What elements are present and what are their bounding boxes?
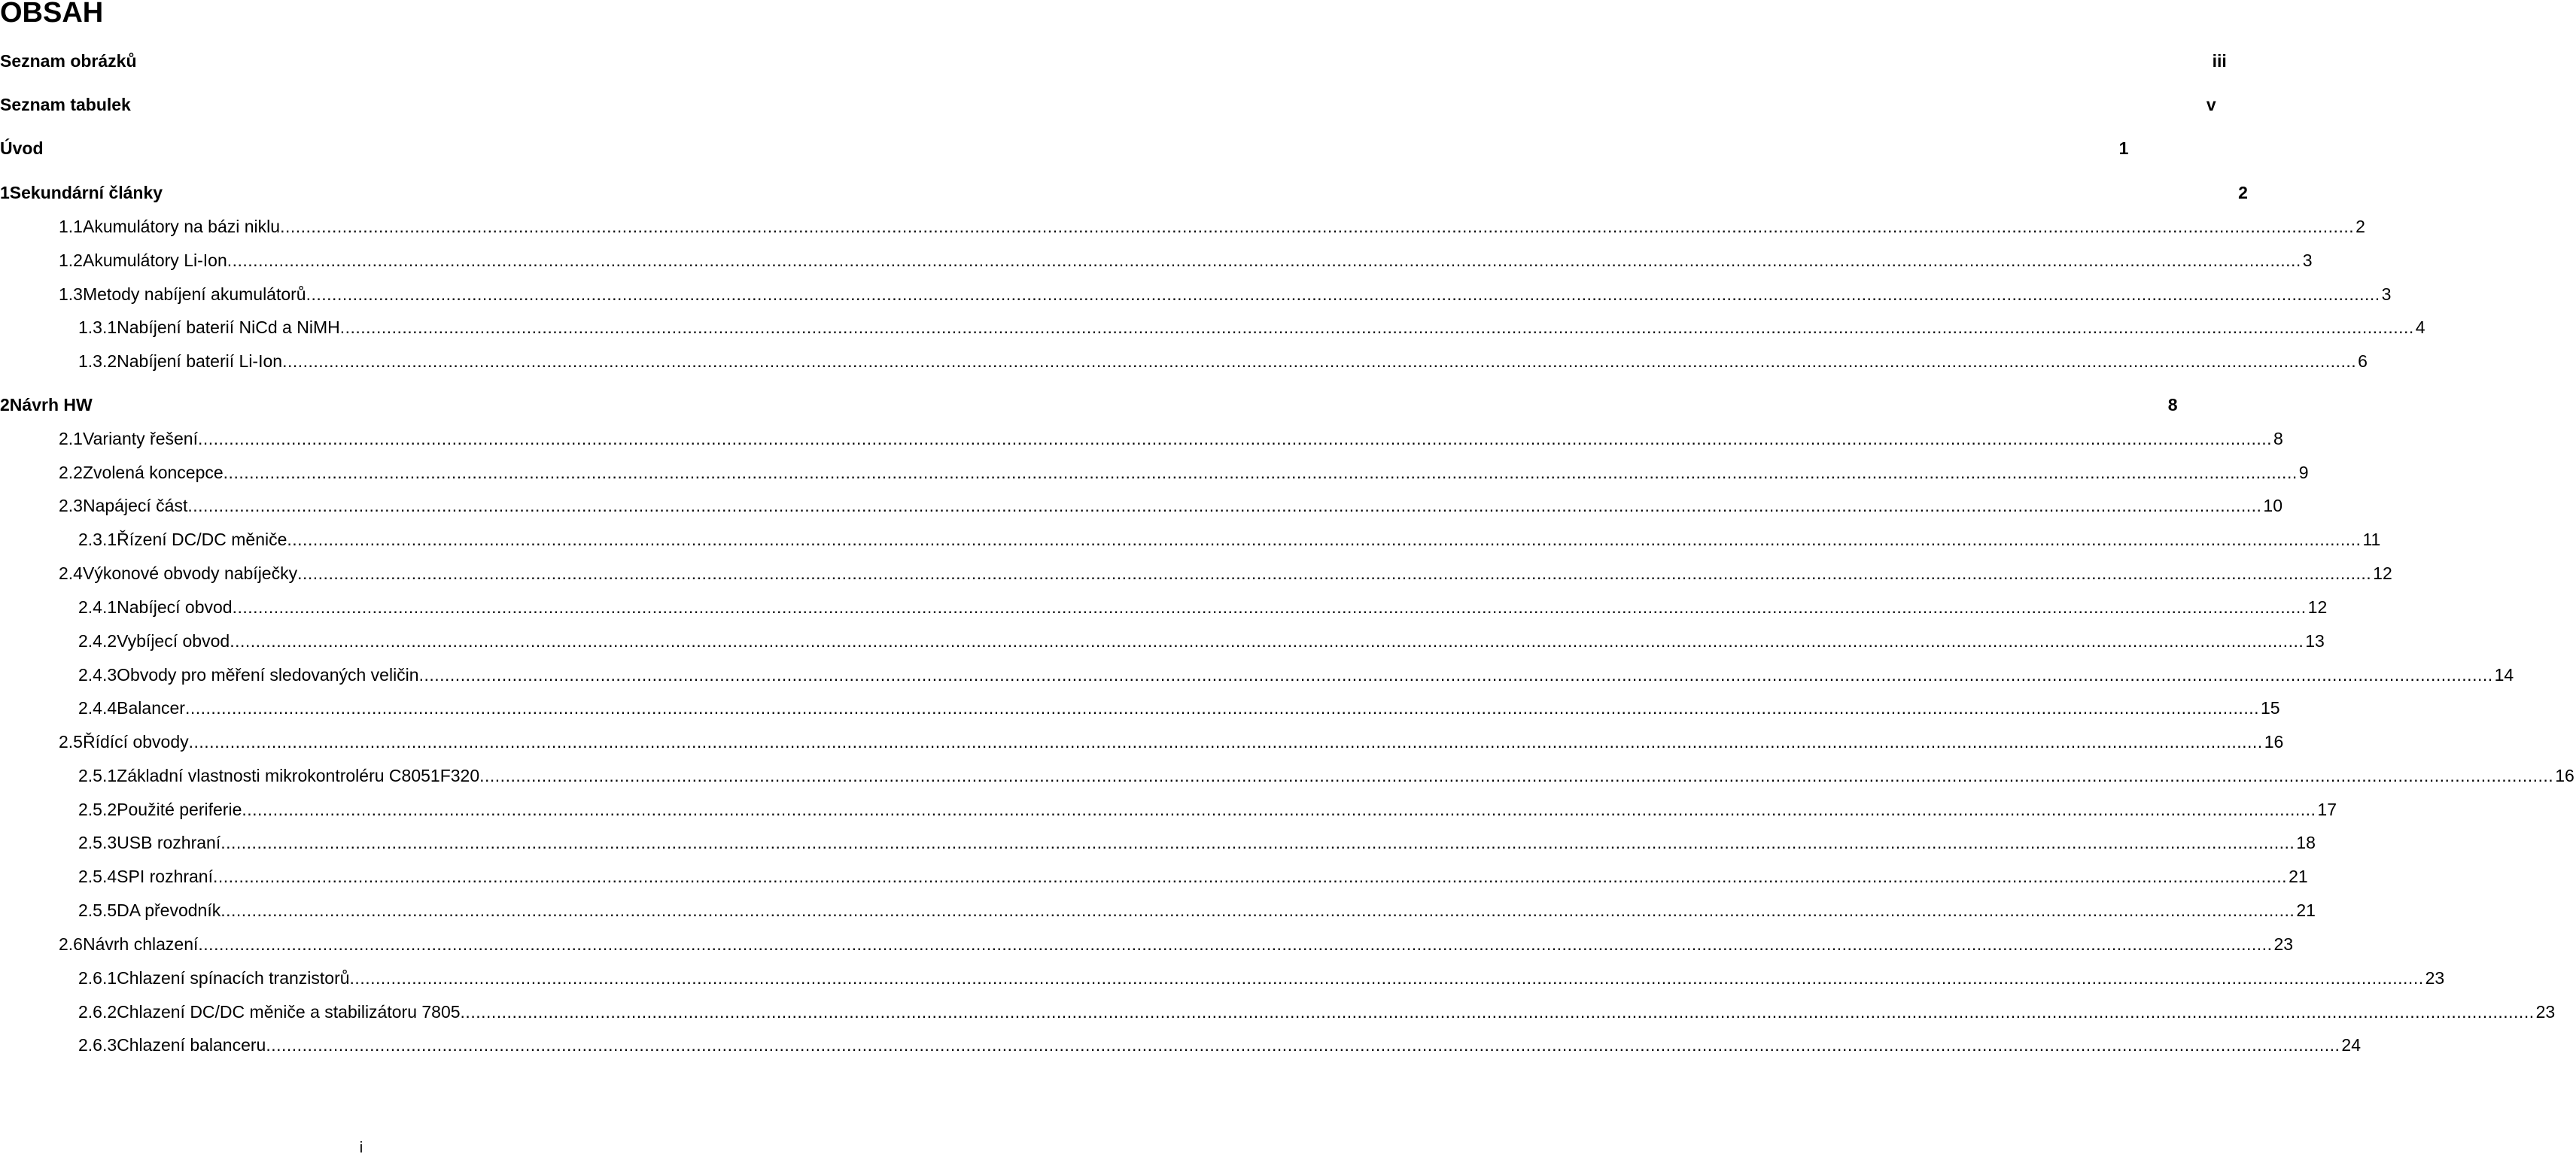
toc-entry-page: 21: [2296, 900, 2316, 920]
toc-entry-page: 23: [2273, 934, 2294, 954]
toc-entry-page: 14: [2494, 665, 2514, 685]
toc-subsection-entry[interactable]: [0, 833, 2316, 860]
toc-subsection-entry[interactable]: [0, 530, 2381, 557]
toc-entry-label: Základní vlastnosti mikrokontroléru C8051F320: [117, 766, 480, 785]
toc-chapter-entry[interactable]: [0, 95, 2216, 122]
toc-entry-number: 1.3.1: [78, 317, 117, 337]
toc-entry-label: Chlazení DC/DC měniče a stabilizátoru 7805: [117, 1002, 461, 1022]
toc-entry-label: Nabíjení baterií Li-Ion: [117, 351, 283, 371]
toc-entry-label: USB rozhraní: [117, 833, 221, 852]
toc-entry-page: 23: [2425, 968, 2445, 988]
toc-entry-label: Balancer: [117, 698, 185, 718]
toc-entry-label: Chlazení balanceru: [117, 1035, 266, 1055]
toc-entry-number: 2.4.1: [78, 597, 117, 617]
toc-entry-label: Zvolená koncepce: [82, 463, 224, 482]
dot-leader: ................................................................................................................................................................................................................................................................................................................................................................................................................: [230, 631, 2304, 651]
toc-entry-label: Seznam tabulek: [0, 95, 131, 114]
toc-section-entry[interactable]: [0, 284, 2392, 311]
toc-entry-page: 21: [2289, 867, 2308, 886]
toc-entry-page: iii: [2212, 51, 2227, 71]
dot-leader: ................................................................................................................................................................................................................................................................................................................................................................................................................: [213, 867, 2288, 886]
dot-leader: ................................................................................................................................................................................................................................................................................................................................................................................................................: [297, 563, 2372, 583]
toc-entry-number: 2.5.3: [78, 833, 117, 852]
toc-entry-page: 4: [2415, 317, 2425, 337]
toc-entry-page: 12: [2307, 597, 2328, 617]
toc-section-entry[interactable]: [0, 496, 2283, 523]
toc-entry-number: 2.4.4: [78, 698, 117, 718]
toc-entry-page: 18: [2296, 833, 2316, 852]
toc-entry-page: 12: [2373, 563, 2392, 583]
toc-entry-label: Varianty řešení: [82, 429, 198, 448]
toc-entry-page: 17: [2317, 800, 2337, 819]
toc-subsection-entry[interactable]: [0, 800, 2337, 827]
dot-leader: ................................................................................................................................................................................................................................................................................................................................................................................................................: [223, 463, 2298, 482]
toc-entry-page: 6: [2358, 351, 2368, 371]
toc-entry-label: Řízení DC/DC měniče: [117, 530, 287, 549]
toc-subsection-entry[interactable]: [0, 665, 2514, 692]
toc-entry-label: Akumulátory Li-Ion: [82, 251, 227, 270]
toc-subsection-entry[interactable]: [0, 317, 2425, 345]
toc-entry-label: Seznam obrázků: [0, 51, 137, 71]
toc-entry-number: 1.2: [59, 251, 83, 270]
toc-entry-page: 10: [2263, 496, 2283, 515]
toc-entry-number: 2.6.1: [78, 968, 117, 988]
toc-entry-page: 11: [2362, 530, 2381, 549]
toc-entry-page: 1: [2118, 138, 2129, 158]
toc-entry-page: 8: [2167, 395, 2178, 415]
toc-entry-number: 1: [0, 183, 10, 202]
dot-leader: ................................................................................................................................................................................................................................................................................................................................................................................................................: [184, 698, 2259, 718]
toc-section-entry[interactable]: [0, 429, 2283, 456]
toc-entry-page: 23: [2535, 1002, 2556, 1022]
toc-subsection-entry[interactable]: [0, 766, 2574, 793]
dot-leader: ................................................................................................................................................................................................................................................................................................................................................................................................................: [220, 833, 2295, 852]
dot-leader: ................................................................................................................................................................................................................................................................................................................................................................................................................: [197, 429, 2273, 448]
toc-entry-number: 2.4.3: [78, 665, 117, 685]
dot-leader: ................................................................................................................................................................................................................................................................................................................................................................................................................: [187, 496, 2262, 515]
toc-entry-label: Řídící obvody: [82, 732, 189, 752]
toc-section-entry[interactable]: [0, 934, 2294, 961]
toc-entry-number: 1.3.2: [78, 351, 117, 371]
toc-entry-number: 1.1: [59, 217, 83, 236]
toc-entry-label: Obvody pro měření sledovaných veličin: [117, 665, 419, 685]
dot-leader: ................................................................................................................................................................................................................................................................................................................................................................................................................: [287, 530, 2362, 549]
toc-entry-number: 2.5.2: [78, 800, 117, 819]
toc-entry-page: 16: [2555, 766, 2574, 785]
toc-entry-label: Metody nabíjení akumulátorů: [82, 284, 306, 304]
toc-entry-page: 16: [2264, 732, 2284, 752]
toc-entry-number: 2.4.2: [78, 631, 117, 651]
toc-subsection-entry[interactable]: [0, 900, 2316, 928]
toc-entry-label: Návrh chlazení: [82, 934, 199, 954]
toc-entry-label: Chlazení spínacích tranzistorů: [117, 968, 350, 988]
toc-section-entry[interactable]: [0, 217, 2365, 244]
toc-entry-label: SPI rozhraní: [117, 867, 213, 886]
toc-subsection-entry[interactable]: [0, 1002, 2556, 1029]
page-number: i: [359, 1140, 363, 1156]
toc-entry-number: 2.6.3: [78, 1035, 117, 1055]
toc-entry-label: Použité periferie: [117, 800, 242, 819]
toc-entry-number: 2.5: [59, 732, 83, 752]
dot-leader: ................................................................................................................................................................................................................................................................................................................................................................................................................: [220, 900, 2295, 920]
toc-entry-page: 3: [2302, 251, 2313, 270]
toc-subsection-entry[interactable]: [0, 867, 2308, 894]
dot-leader: ................................................................................................................................................................................................................................................................................................................................................................................................................: [198, 934, 2273, 954]
dot-leader: ................................................................................................................................................................................................................................................................................................................................................................................................................: [266, 1035, 2340, 1055]
dot-leader: ................................................................................................................................................................................................................................................................................................................................................................................................................: [418, 665, 2493, 685]
toc-entry-number: 2.6.2: [78, 1002, 117, 1022]
toc-entry-number: 2.6: [59, 934, 83, 954]
dot-leader: ................................................................................................................................................................................................................................................................................................................................................................................................................: [227, 251, 2301, 270]
toc-entry-page: 9: [2298, 463, 2309, 482]
toc-chapter-entry[interactable]: [0, 395, 2178, 422]
dot-leader: ................................................................................................................................................................................................................................................................................................................................................................................................................: [349, 968, 2424, 988]
toc-entry-number: 2.2: [59, 463, 83, 482]
toc-section-entry[interactable]: [0, 732, 2284, 759]
toc-entry-label: Výkonové obvody nabíječky: [82, 563, 298, 583]
toc-section-entry[interactable]: [0, 463, 2309, 490]
toc-entry-number: 2.5.5: [78, 900, 117, 920]
toc-entry-label: Úvod: [0, 138, 44, 158]
toc-entry-page: 8: [2273, 429, 2283, 448]
toc-entry-number: 1.3: [59, 284, 83, 304]
toc-subsection-entry[interactable]: [0, 597, 2328, 624]
toc-entry-label: Nabíjecí obvod: [117, 597, 233, 617]
toc-entry-label: Vybíjecí obvod: [117, 631, 230, 651]
toc-subsection-entry[interactable]: [0, 968, 2445, 995]
toc-entry-page: 24: [2341, 1035, 2361, 1055]
toc-entry-label: Sekundární články: [9, 183, 163, 202]
toc-entry-number: 2.3.1: [78, 530, 117, 549]
dot-leader: ................................................................................................................................................................................................................................................................................................................................................................................................................: [280, 217, 2355, 236]
toc-entry-page: 2: [2356, 217, 2365, 236]
toc-entry-label: Návrh HW: [9, 395, 93, 415]
dot-leader: ................................................................................................................................................................................................................................................................................................................................................................................................................: [188, 732, 2263, 752]
toc-subsection-entry[interactable]: [0, 698, 2280, 725]
dot-leader: ................................................................................................................................................................................................................................................................................................................................................................................................................: [339, 317, 2414, 337]
toc-entry-number: 2.3: [59, 496, 83, 515]
toc-subsection-entry[interactable]: [0, 631, 2325, 658]
toc-subsection-entry[interactable]: [0, 1035, 2361, 1062]
toc-section-entry[interactable]: [0, 563, 2392, 591]
toc-entry-number: 2: [0, 395, 10, 415]
toc-entry-label: Napájecí část: [82, 496, 188, 515]
toc-entry-number: 2.1: [59, 429, 83, 448]
dot-leader: ................................................................................................................................................................................................................................................................................................................................................................................................................: [242, 800, 2316, 819]
toc-chapter-entry[interactable]: [0, 138, 2129, 166]
toc-subsection-entry[interactable]: [0, 351, 2368, 378]
dot-leader: ................................................................................................................................................................................................................................................................................................................................................................................................................: [460, 1002, 2535, 1022]
dot-leader: ................................................................................................................................................................................................................................................................................................................................................................................................................: [232, 597, 2307, 617]
toc-entry-number: 2.4: [59, 563, 83, 583]
toc-entry-number: 2.5.4: [78, 867, 117, 886]
toc-entry-page: 3: [2381, 284, 2392, 304]
dot-leader: ................................................................................................................................................................................................................................................................................................................................................................................................................: [306, 284, 2380, 304]
toc-chapter-entry[interactable]: [0, 51, 2227, 78]
toc-entry-number: 2.5.1: [78, 766, 117, 785]
toc-entry-label: DA převodník: [117, 900, 221, 920]
toc-entry-page: v: [2206, 95, 2216, 114]
toc-entry-page: 2: [2238, 183, 2248, 202]
toc-section-entry[interactable]: [0, 251, 2313, 278]
toc-entry-page: 13: [2305, 631, 2325, 651]
toc-title: OBSAH: [0, 0, 104, 29]
toc-entry-page: 15: [2261, 698, 2280, 718]
toc-entry-label: Akumulátory na bázi niklu: [82, 217, 281, 236]
toc-entry-label: Nabíjení baterií NiCd a NiMH: [117, 317, 340, 337]
dot-leader: ................................................................................................................................................................................................................................................................................................................................................................................................................: [479, 766, 2554, 785]
dot-leader: ................................................................................................................................................................................................................................................................................................................................................................................................................: [282, 351, 2357, 371]
toc-chapter-entry[interactable]: [0, 183, 2248, 210]
